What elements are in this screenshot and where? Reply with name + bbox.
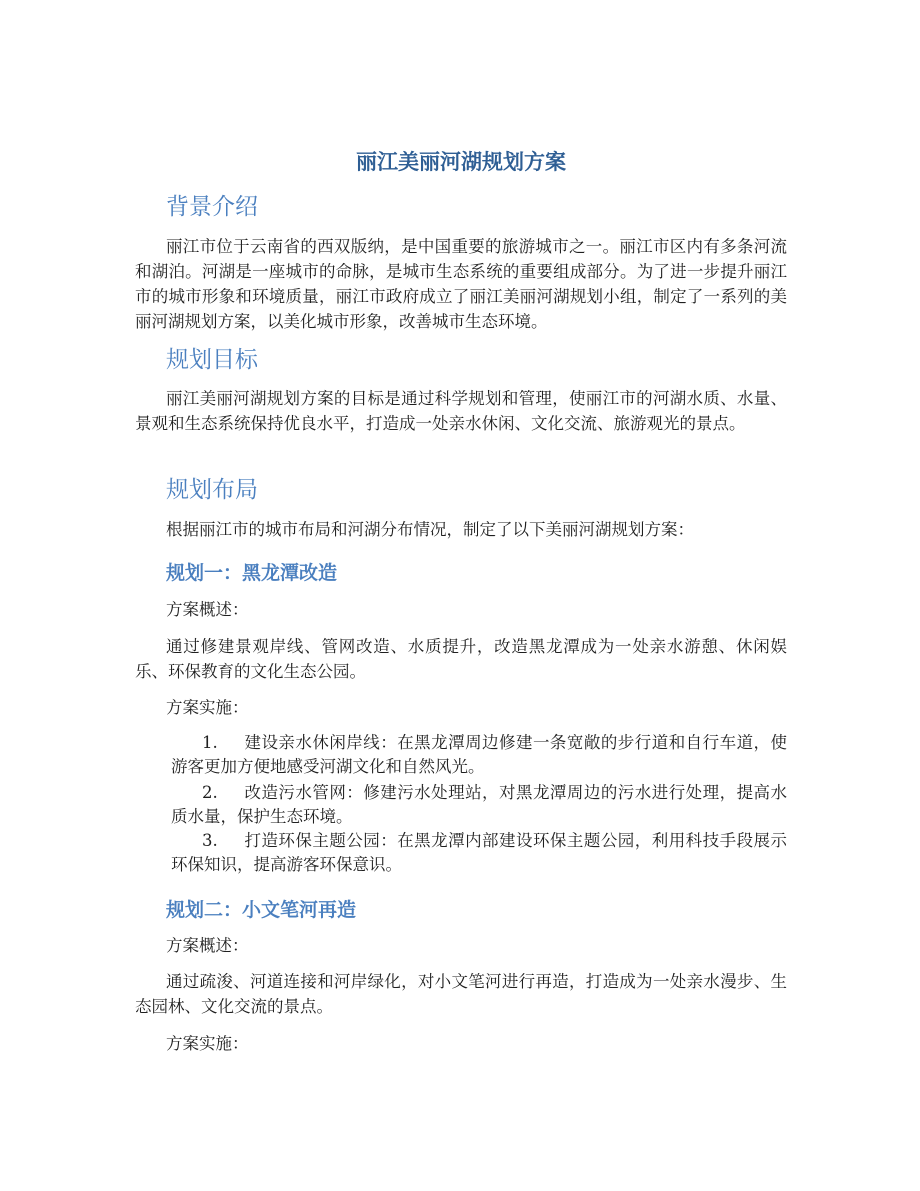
list-item — [171, 829, 787, 877]
list-item — [171, 731, 787, 779]
plan1-overview-label: 方案概述： — [166, 600, 249, 619]
list-text: 打造环保主题公园：在黑龙潭内部建设环保主题公园，利用科技手段展示环保知识，提高游客环保意识。 — [171, 831, 787, 874]
plan2-impl-label: 方案实施： — [166, 1034, 249, 1053]
list-number: 1. — [202, 733, 218, 752]
plan2-overview: 通过疏浚、河道连接和河岸绿化，对小文笔河进行再造，打造成为一处亲水漫步、生态园林、文化交流的景点。 — [135, 972, 787, 1016]
paragraph-goal: 丽江美丽河湖规划方案的目标是通过科学规划和管理，使丽江市的河湖水质、水量、景观和生态系统保持优良水平，打造成一处亲水休闲、文化交流、旅游观光的景点。 — [135, 389, 787, 433]
heading-plan2: 规划二：小文笔河再造 — [166, 899, 357, 921]
paragraph-background: 丽江市位于云南省的西双版纳，是中国重要的旅游城市之一。丽江市区内有多条河流和湖泊。河湖是一座城市的命脉，是城市生态系统的重要组成部分。为了进一步提升丽江市的城市形象和环境质量，丽江市政府成立了丽江美丽河湖规划小组，制定了一系列的美丽河湖规划方案，以美化城市形象，改善城市生态环境。 — [135, 237, 787, 331]
heading-layout: 规划布局 — [166, 477, 258, 503]
paragraph-layout: 根据丽江市的城市布局和河湖分布情况，制定了以下美丽河湖规划方案： — [166, 520, 694, 539]
heading-background: 背景介绍 — [166, 194, 258, 220]
heading-goal: 规划目标 — [166, 347, 258, 373]
plan1-impl-label: 方案实施： — [166, 698, 249, 717]
heading-plan1: 规划一：黑龙潭改造 — [166, 562, 338, 584]
list-number: 2. — [202, 783, 218, 802]
list-item — [171, 781, 787, 829]
list-text: 建设亲水休闲岸线：在黑龙潭周边修建一条宽敞的步行道和自行车道，使游客更加方便地感受河湖文化和自然风光。 — [171, 733, 787, 776]
document-title: 丽江美丽河湖规划方案 — [356, 150, 566, 174]
plan1-overview: 通过修建景观岸线、管网改造、水质提升，改造黑龙潭成为一处亲水游憩、休闲娱乐、环保教育的文化生态公园。 — [135, 637, 787, 681]
plan2-overview-label: 方案概述： — [166, 936, 249, 955]
list-number: 3. — [202, 831, 218, 850]
list-text: 改造污水管网：修建污水处理站，对黑龙潭周边的污水进行处理，提高水质水量，保护生态环境。 — [171, 783, 787, 826]
